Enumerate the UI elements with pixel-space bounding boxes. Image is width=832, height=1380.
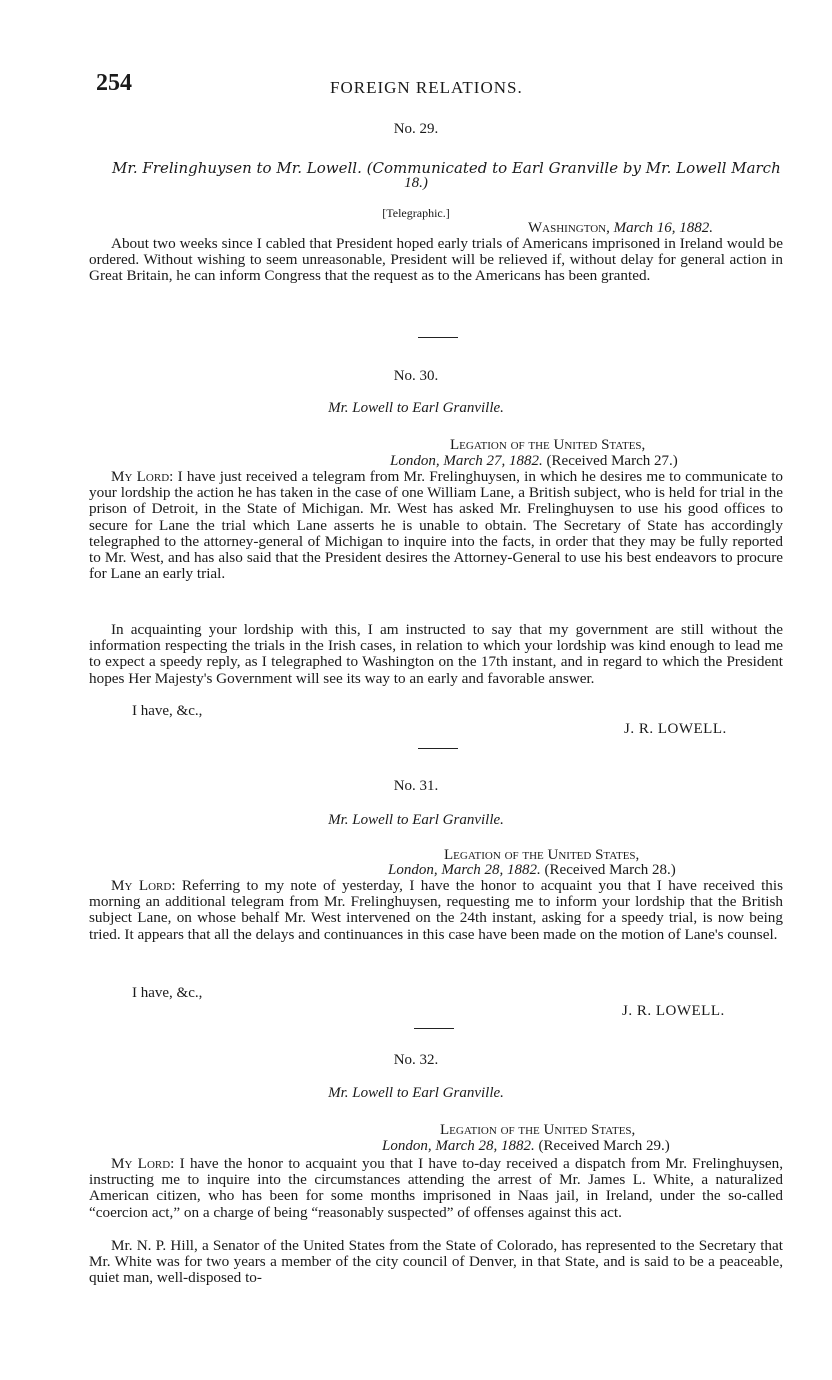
doc29-date: March 16, 1882. [613, 220, 714, 236]
doc30-number: No. 30. [393, 368, 439, 384]
doc31-place: Legation of the United States, [444, 847, 640, 863]
doc30-paragraph-2: In acquainting your lordship with this, I am instructed to say that my government are still without the information respecting the trials in the Irish cases, in relation to which your lordship was kind enough to lead me to expect a speedy reply, as I telegraphed to Washington on the 17th instant, and in regard to which the President hopes Her Majesty's Government will see its way to an early and favorable answer. [89, 621, 783, 687]
section-divider [418, 337, 458, 338]
doc31-p1-text: Referring to my note of yesterday, I have the honor to acquaint you that I have received this morning an additional telegram from Mr. Frelinghuysen, requesting me to inform your lordship that the British subject Lane, on whose behalf Mr. West intervened on the 24th instant, asking for a speedy trial, is now being tried. It appears that all the delays and continuances in this case have been made on the motion of Lane's counsel. [89, 877, 784, 943]
doc31-heading: Mr. Lowell to Earl Granville. [328, 812, 504, 828]
doc30-salutation: My Lord: [111, 468, 174, 485]
doc32-salutation: My Lord: [111, 1155, 175, 1172]
doc30-p1-text: I have just received a telegram from Mr. Frelinghuysen, in which he desires me to communicate to your lordship the action he has taken in the case of one William Lane, a British subject, who is held for trial in the prison of Detroit, in the State of Michigan. Mr. West has asked Mr. Frelinghuysen to use his good offices to secure for Lane the trial which Lane asserts he is unable to obtain. The Secretary of State has accordingly telegraphed to the attorney-general of Michigan to inquire into the facts, in order that they may be fully reported to Mr. West, and has also said that the President desires the Attorney-General to use his best endeavors to procure for Lane an early trial. [89, 468, 784, 583]
doc32-heading: Mr. Lowell to Earl Granville. [328, 1085, 504, 1101]
doc31-closing: I have, &c., [132, 985, 203, 1001]
doc30-signature: J. R. LOWELL. [624, 721, 727, 737]
doc31-number: No. 31. [393, 778, 439, 794]
section-divider [418, 748, 458, 749]
doc32-date: London, March 28, 1882. [382, 1138, 535, 1154]
doc29-place: Washington, [528, 220, 610, 236]
doc29-number: No. 29. [393, 121, 439, 137]
doc31-signature: J. R. LOWELL. [622, 1003, 725, 1019]
doc30-received: (Received March 27.) [546, 453, 678, 469]
doc32-place: Legation of the United States, [440, 1122, 636, 1138]
running-title: FOREIGN RELATIONS. [330, 78, 523, 97]
doc32-paragraph-1 [89, 1156, 783, 1221]
doc32-p1-text: I have the honor to acquaint you that I have to-day received a dispatch from Mr. Frelinghuysen, instructing me to inquire into the circumstances attending the arrest of Mr. James L. White, a naturalized American citizen, who has been for some months imprisoned in Naas jail, in Ireland, under the so-called “coercion act,” on a charge of being “reasonably suspected” of offenses against this act. [89, 1155, 784, 1221]
doc32-dateline [382, 1138, 670, 1155]
doc32-paragraph-2: Mr. N. P. Hill, a Senator of the United States from the State of Colorado, has represented to the Secretary that Mr. White was for two years a member of the city council of Denver, in that State, and is said to be a peaceable, quiet man, well-disposed to- [89, 1237, 783, 1287]
doc30-heading: Mr. Lowell to Earl Granville. [328, 400, 504, 416]
page-number: 254 [96, 70, 132, 96]
doc32-received: (Received March 29.) [538, 1138, 670, 1154]
doc29-heading-cont: 18.) [404, 175, 428, 191]
doc30-paragraph-1 [89, 469, 783, 582]
doc30-date: London, March 27, 1882. [390, 453, 543, 469]
section-divider [414, 1028, 454, 1029]
doc29-body: About two weeks since I cabled that President hoped early trials of Americans imprisoned in Ireland would be ordered. Without wishing to seem unreasonable, President will be relieved if, without delay for general action in Great Britain, he can inform Congress that the request as to the Americans has been granted. [89, 235, 783, 285]
doc31-date: London, March 28, 1882. [388, 862, 541, 878]
doc31-paragraph-1 [89, 878, 783, 943]
doc32-number: No. 32. [393, 1052, 439, 1068]
doc31-salutation: My Lord: [111, 877, 176, 894]
doc29-note: [Telegraphic.] [382, 206, 450, 220]
doc29-heading: Mr. Frelinghuysen to Mr. Lowell. (Communicated to Earl Granville by Mr. Lowell March [112, 159, 781, 177]
doc30-place: Legation of the United States, [450, 437, 646, 453]
doc31-received: (Received March 28.) [544, 862, 676, 878]
doc30-closing: I have, &c., [132, 703, 203, 719]
